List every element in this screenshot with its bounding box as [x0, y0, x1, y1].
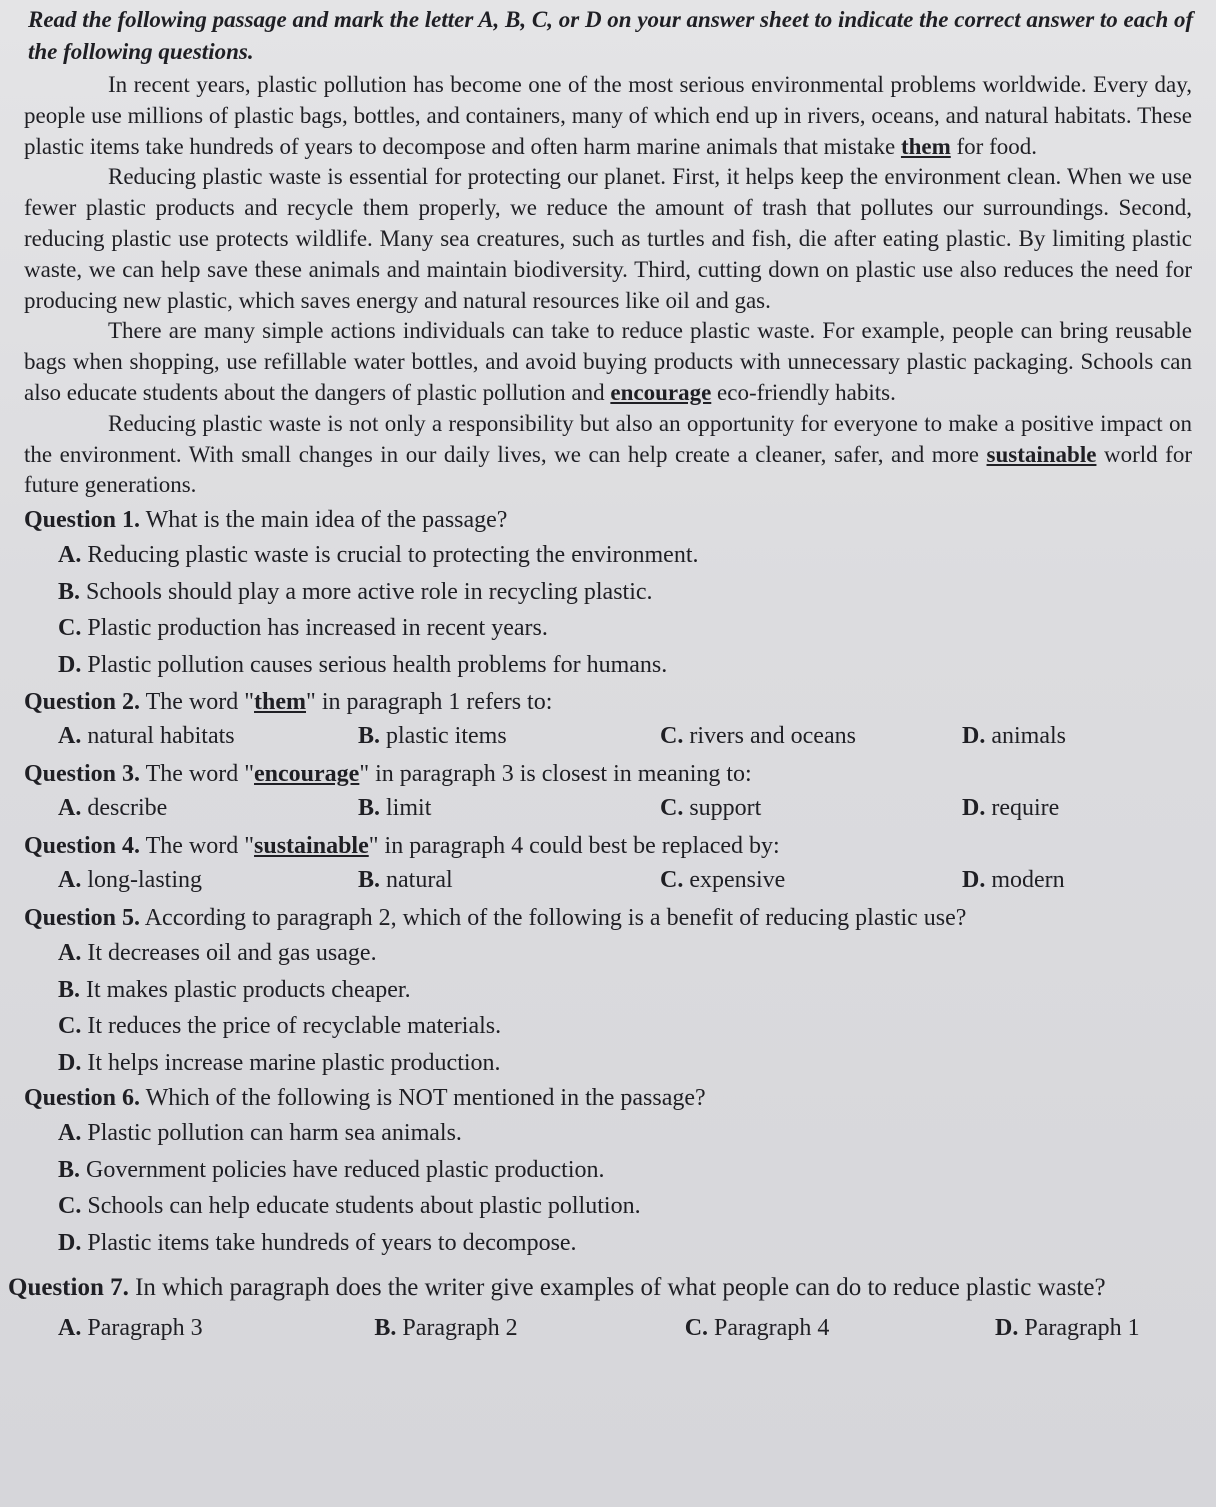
option-b[interactable]	[24, 972, 1194, 1009]
option-text: Schools can help educate students about plastic pollution.	[87, 1193, 641, 1220]
option-c[interactable]	[24, 1188, 1194, 1225]
question-4-options	[24, 863, 1194, 897]
question-3	[24, 757, 1194, 825]
paragraph-3-text-after: eco-friendly habits.	[711, 379, 896, 405]
question-6-options	[24, 1115, 1194, 1261]
option-b[interactable]	[24, 1152, 1194, 1189]
question-1-options	[24, 537, 1194, 683]
option-letter: C.	[58, 1013, 82, 1040]
option-text: natural habitats	[87, 723, 235, 750]
option-c[interactable]	[660, 719, 962, 753]
reading-passage	[24, 70, 1194, 501]
option-text: Plastic production has increased in recent years.	[87, 615, 548, 642]
question-text: Which of the following is NOT mentioned in the passage?	[145, 1085, 706, 1112]
question-text-pre: The word "	[145, 833, 255, 860]
question-number: Question 7.	[8, 1274, 129, 1302]
question-keyword: sustainable	[254, 833, 369, 860]
question-keyword: them	[254, 689, 307, 716]
option-letter: A.	[58, 1120, 82, 1147]
option-text: Paragraph 3	[87, 1315, 203, 1342]
option-letter: B.	[58, 1156, 81, 1183]
paragraph-1-text-before: In recent years, plastic pollution has become one of the most serious environmental problems worldwide. Every day, people use millions of plastic bags, bottles, and containers, many of which end up in rivers, oceans, and natural habitats. These plastic items take hundreds of years to decompose and often harm marine animals that mistake	[24, 72, 1192, 159]
question-2	[24, 685, 1194, 753]
option-b[interactable]	[358, 791, 660, 825]
option-letter: D.	[58, 1229, 82, 1256]
option-letter: D.	[962, 795, 986, 822]
option-d[interactable]	[962, 791, 1162, 825]
paragraph-4	[24, 409, 1194, 501]
keyword-sustainable: sustainable	[986, 441, 1097, 467]
paragraph-1	[24, 70, 1194, 162]
option-c[interactable]	[24, 1008, 1194, 1045]
option-letter: B.	[58, 976, 81, 1003]
option-text: Plastic items take hundreds of years to decompose.	[87, 1229, 577, 1256]
question-3-options	[24, 791, 1194, 825]
question-keyword: encourage	[254, 761, 360, 788]
question-2-options	[24, 719, 1194, 753]
question-7-prompt	[8, 1265, 1194, 1311]
paragraph-4-text-after: world for future generations.	[24, 441, 1192, 498]
option-letter: D.	[58, 651, 82, 678]
option-letter: C.	[660, 867, 684, 894]
option-text: long-lasting	[87, 867, 202, 894]
question-7	[8, 1265, 1194, 1345]
option-letter: B.	[358, 867, 381, 894]
paragraph-4-text-before: Reducing plastic waste is not only a responsibility but also an opportunity for everyone to make a positive impact on the environment. With small changes in our daily lives, we can help create a cleaner, safer, and more	[24, 410, 1192, 467]
option-letter: D.	[962, 867, 986, 894]
option-text: Government policies have reduced plastic production.	[86, 1156, 605, 1183]
paragraph-3	[24, 316, 1194, 408]
question-number: Question 6.	[24, 1085, 141, 1112]
instruction-text: Read the following passage and mark the letter A, B, C, or D on your answer sheet to indicate the correct answer to each of the following questions.	[28, 7, 1194, 64]
option-b[interactable]	[358, 719, 660, 753]
option-d[interactable]	[962, 863, 1162, 897]
option-a[interactable]	[58, 1311, 374, 1345]
keyword-them: them	[900, 133, 951, 159]
option-letter: A.	[58, 940, 82, 967]
option-a[interactable]	[58, 791, 358, 825]
option-b[interactable]	[358, 863, 660, 897]
option-letter: C.	[660, 723, 684, 750]
option-c[interactable]	[660, 863, 962, 897]
option-text: Plastic pollution causes serious health problems for humans.	[87, 651, 668, 678]
option-letter: B.	[358, 723, 381, 750]
question-5	[24, 901, 1194, 1081]
question-text: In which paragraph does the writer give examples of what people can do to reduce plastic waste?	[135, 1274, 1106, 1302]
option-d[interactable]	[24, 1225, 1194, 1262]
option-letter: D.	[995, 1315, 1019, 1342]
option-text: Reducing plastic waste is crucial to protecting the environment.	[87, 542, 699, 569]
keyword-encourage: encourage	[610, 379, 712, 405]
option-text: animals	[991, 723, 1066, 750]
option-a[interactable]	[24, 537, 1194, 574]
option-letter: B.	[358, 795, 381, 822]
option-letter: D.	[58, 1049, 82, 1076]
option-letter: B.	[374, 1315, 397, 1342]
question-number: Question 3.	[24, 761, 141, 788]
option-b[interactable]	[374, 1311, 684, 1345]
option-text: plastic items	[386, 723, 507, 750]
option-c[interactable]	[24, 610, 1194, 647]
question-1	[24, 503, 1194, 683]
option-text: expensive	[689, 867, 786, 894]
option-text: It makes plastic products cheaper.	[86, 976, 411, 1003]
option-a[interactable]	[24, 935, 1194, 972]
question-text-pre: The word "	[145, 689, 255, 716]
question-text-post: " in paragraph 3 is closest in meaning to:	[359, 761, 752, 788]
paragraph-3-text-before: There are many simple actions individuals can take to reduce plastic waste. For example, people can bring reusable bags when shopping, use refillable water bottles, and avoid buying products with unnecessary plastic packaging. Schools can also educate students about the dangers of plastic pollution and	[24, 318, 1192, 405]
option-letter: D.	[962, 723, 986, 750]
option-a[interactable]	[58, 863, 358, 897]
question-6	[24, 1081, 1194, 1261]
option-letter: A.	[58, 867, 82, 894]
option-d[interactable]	[24, 647, 1194, 684]
option-letter: A.	[58, 1315, 82, 1342]
option-text: It reduces the price of recyclable materials.	[87, 1013, 502, 1040]
question-4	[24, 829, 1194, 897]
question-text: According to paragraph 2, which of the following is a benefit of reducing plastic use?	[144, 905, 967, 932]
option-text: rivers and oceans	[689, 723, 856, 750]
option-text: Plastic pollution can harm sea animals.	[87, 1120, 462, 1147]
option-text: describe	[87, 795, 168, 822]
option-d[interactable]	[995, 1311, 1194, 1345]
option-d[interactable]	[962, 719, 1162, 753]
question-text-post: " in paragraph 4 could best be replaced by:	[368, 833, 780, 860]
question-number: Question 4.	[24, 833, 141, 860]
option-text: Schools should play a more active role in recycling plastic.	[86, 578, 653, 605]
paragraph-2: Reducing plastic waste is essential for protecting our planet. First, it helps keep the environment clean. When we use fewer plastic products and recycle them properly, we reduce the amount of trash that pollutes our surroundings. Second, reducing plastic use protects wildlife. Many sea creatures, such as turtles and fish, die after eating plastic. By limiting plastic waste, we can help save these animals and maintain biodiversity. Third, cutting down on plastic use also reduces the need for producing new plastic, which saves energy and natural resources like oil and gas.	[24, 164, 1192, 313]
option-text: require	[991, 795, 1060, 822]
option-letter: A.	[58, 723, 82, 750]
option-a[interactable]	[24, 1115, 1194, 1152]
question-2-prompt	[24, 685, 1194, 719]
question-1-prompt	[24, 503, 1194, 537]
option-text: support	[689, 795, 762, 822]
question-7-options	[24, 1311, 1194, 1345]
question-5-options	[24, 935, 1194, 1081]
option-letter: A.	[58, 542, 82, 569]
question-number: Question 2.	[24, 689, 141, 716]
option-letter: B.	[58, 578, 81, 605]
option-letter: C.	[684, 1315, 709, 1342]
option-c[interactable]	[685, 1311, 995, 1345]
question-text: What is the main idea of the passage?	[145, 507, 508, 534]
option-text: Paragraph 2	[402, 1315, 518, 1342]
option-text: natural	[386, 867, 453, 894]
option-a[interactable]	[58, 719, 358, 753]
question-6-prompt	[24, 1081, 1194, 1115]
question-text-pre: The word "	[145, 761, 255, 788]
option-letter: C.	[58, 1193, 82, 1220]
option-text: Paragraph 4	[714, 1315, 830, 1342]
question-number: Question 1.	[24, 507, 141, 534]
option-letter: C.	[58, 615, 82, 642]
option-letter: C.	[660, 795, 684, 822]
question-4-prompt	[24, 829, 1194, 863]
option-text: It helps increase marine plastic production.	[87, 1049, 501, 1076]
paragraph-1-text-after: for food.	[950, 133, 1037, 159]
question-3-prompt	[24, 757, 1194, 791]
question-text-post: " in paragraph 1 refers to:	[306, 689, 553, 716]
option-text: Paragraph 1	[1024, 1315, 1140, 1342]
option-text: It decreases oil and gas usage.	[87, 940, 377, 967]
option-letter: A.	[58, 795, 82, 822]
option-c[interactable]	[660, 791, 962, 825]
question-number: Question 5.	[24, 905, 141, 932]
option-text: modern	[991, 867, 1065, 894]
option-d[interactable]	[24, 1045, 1194, 1082]
option-b[interactable]	[24, 574, 1194, 611]
question-5-prompt	[24, 901, 1194, 935]
option-text: limit	[386, 795, 432, 822]
